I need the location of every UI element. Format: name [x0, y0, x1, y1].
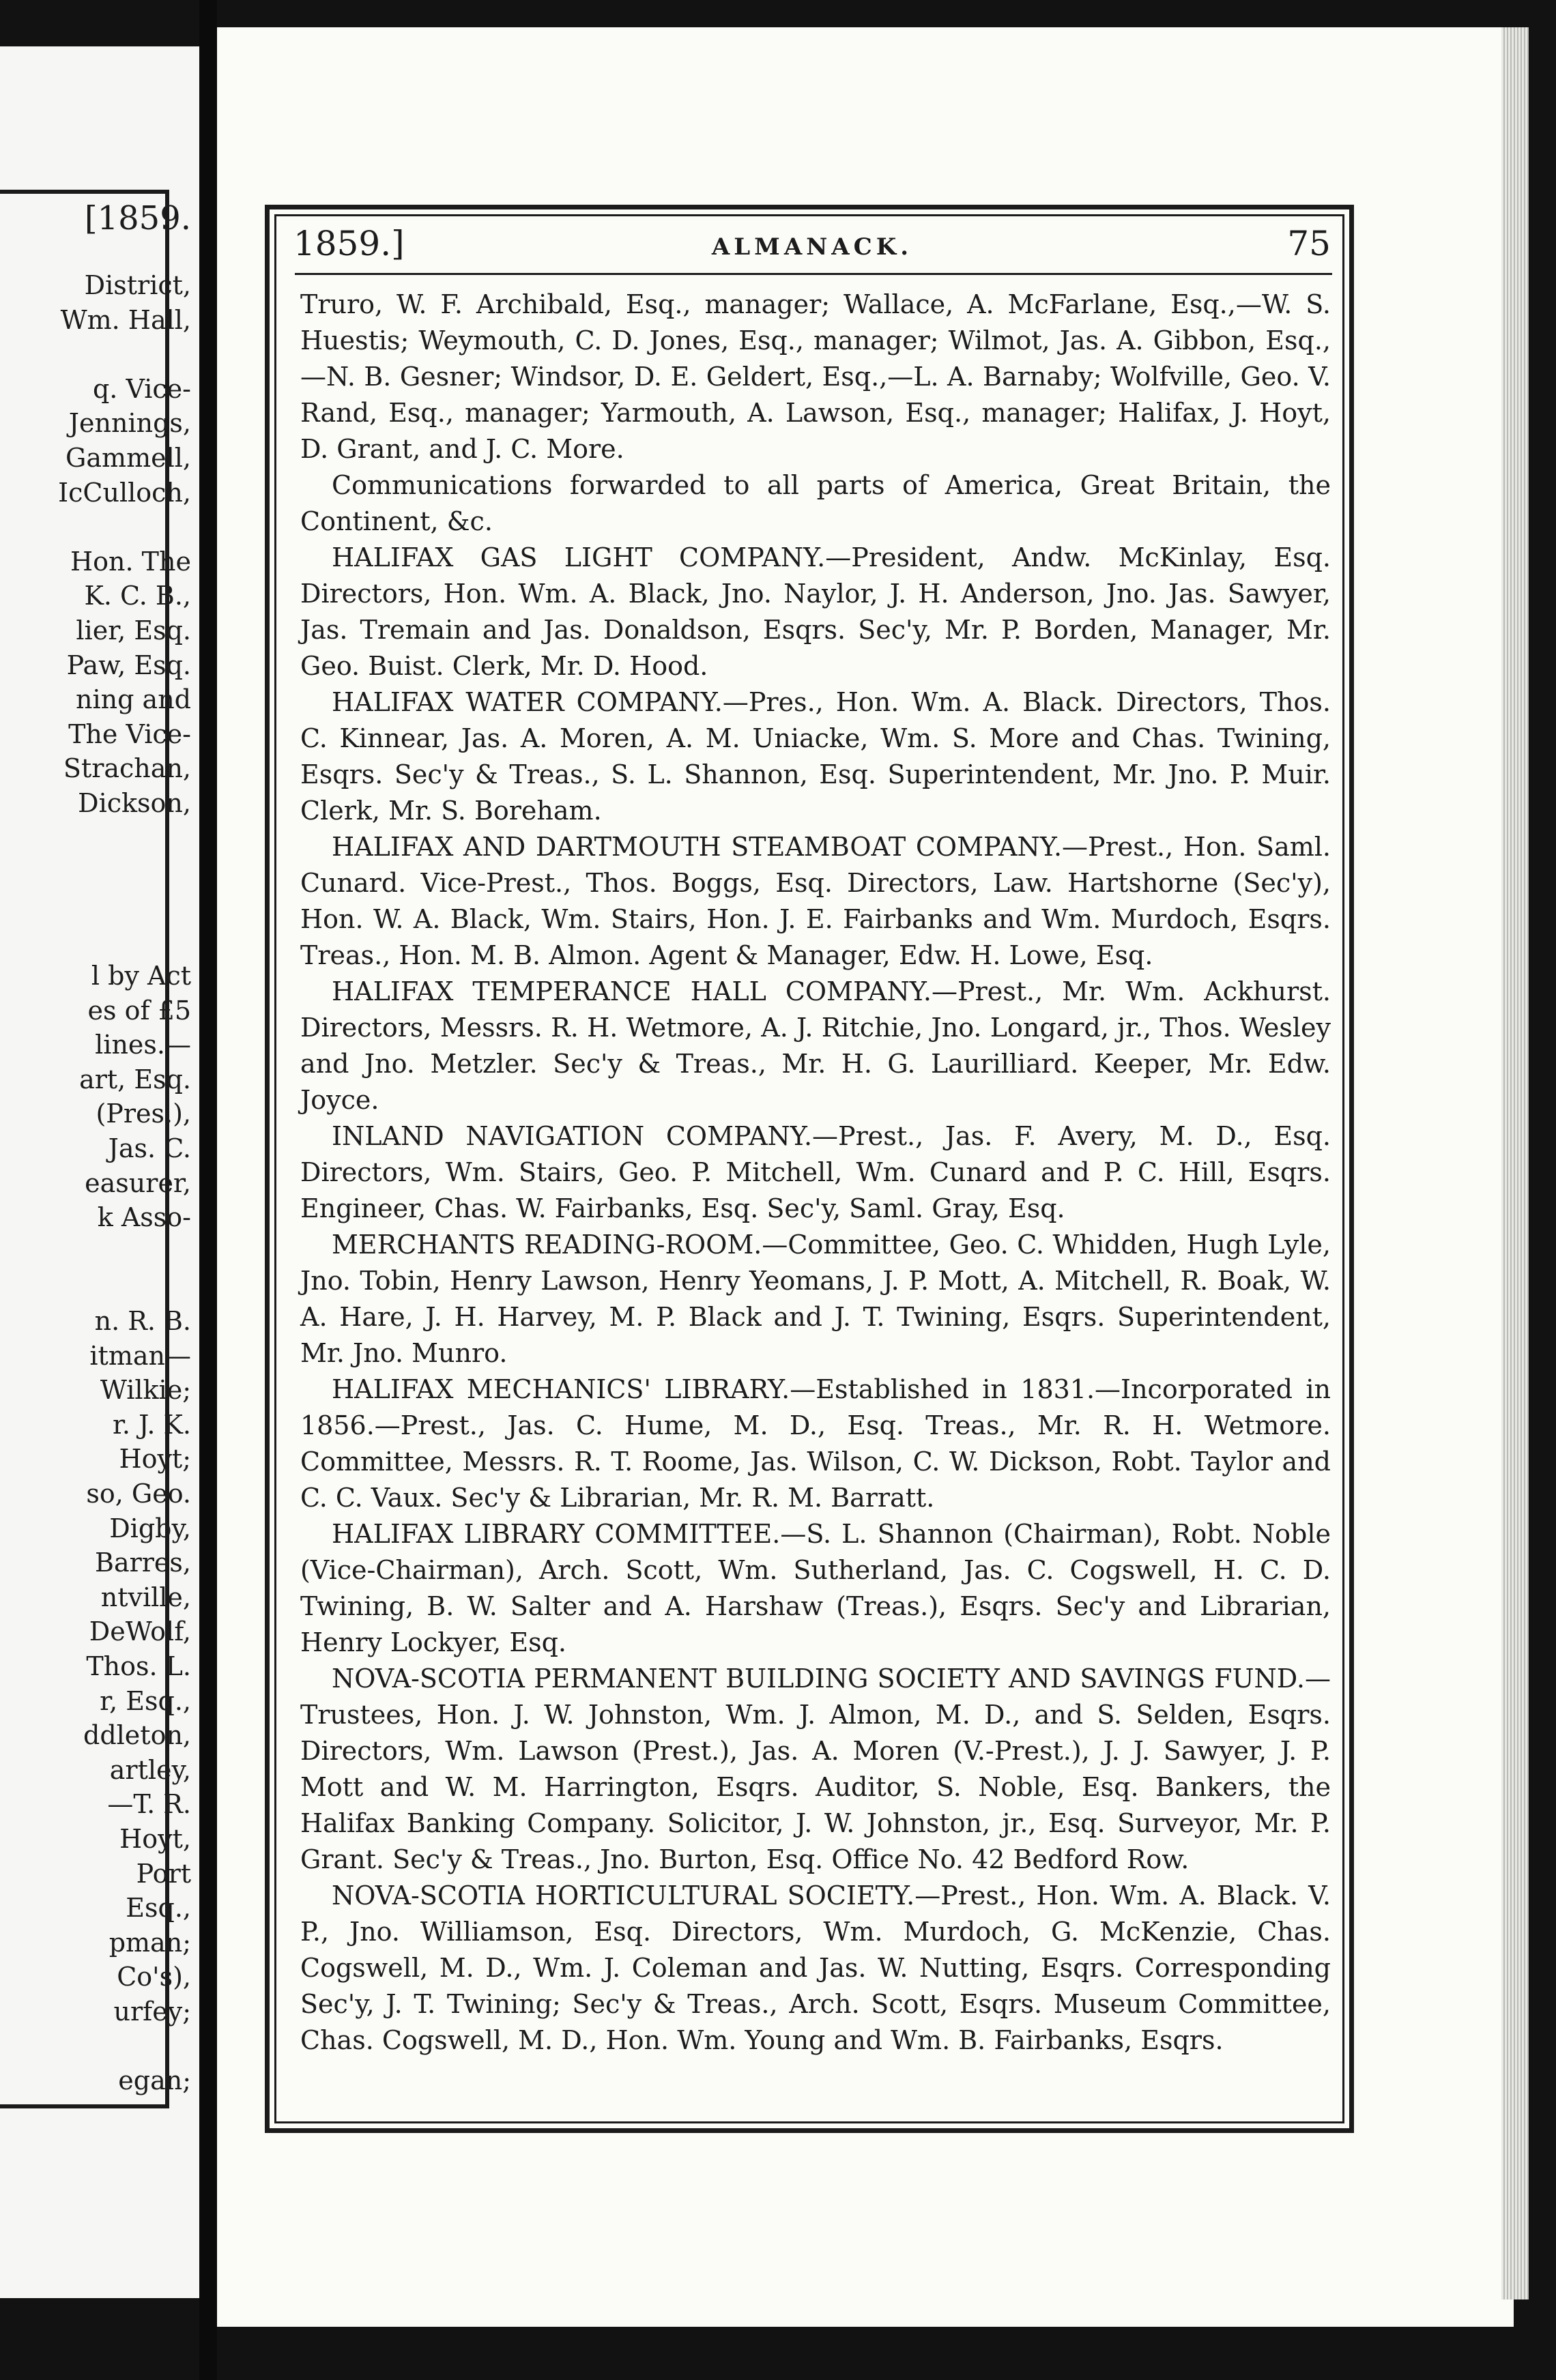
left-page-line: pman;: [109, 1927, 191, 1958]
entry-mechanics-library: HALIFAX MECHANICS' LIBRARY.—Established in 1831.—Incorporated in 1856.—Prest., Jas. C. Hume, M. D., Esq. Treas., Mr. R. H. Wetmore. Committee, Messrs. R. T. Roome, Jas. Wilson, C. W. Dickson, Robt. Taylor and C. C. Vaux. Sec'y & Librarian, Mr. R. M. Barratt.: [300, 1374, 1331, 1513]
entry-halifax-gas-light-company: HALIFAX GAS LIGHT COMPANY.—President, Andw. McKinlay, Esq. Directors, Hon. Wm. A. Black, Jno. Naylor, J. H. Anderson, Jno. Jas. Sawyer, Jas. Tremain and Jas. Donaldson, Esqrs. Sec'y, Mr. P. Borden, Manager, Mr. Geo. Buist. Clerk, Mr. D. Hood.: [300, 542, 1331, 681]
left-page-line: urfey;: [113, 1997, 191, 2027]
left-page-line: [1859.: [84, 199, 191, 237]
left-page-line: District,: [84, 270, 191, 300]
left-page-line: Hoyt;: [119, 1444, 191, 1475]
left-page-line: k Asso-: [97, 1202, 191, 1233]
left-page-line: Co's),: [117, 1962, 191, 1992]
left-page-line: (Pres.),: [96, 1099, 191, 1129]
left-page-line: The Vice-: [68, 719, 191, 749]
left-page-line: lier, Esq.: [76, 615, 191, 645]
entry-halifax-water-company: HALIFAX WATER COMPANY.—Pres., Hon. Wm. A. Black. Directors, Thos. C. Kinnear, Jas. A. Moren, A. M. Uniacke, Wm. S. More and Chas. Twining, Esqrs. Sec'y & Treas., S. L. Shannon, Esq. Superintendent, Mr. Jno. P. Muir. Clerk, Mr. S. Boreham.: [300, 687, 1331, 826]
left-page-line: l by Act: [91, 961, 191, 991]
left-page-line: Gammell,: [66, 443, 191, 473]
left-page-line: Jennings,: [68, 408, 191, 439]
left-page-line: Dickson,: [78, 788, 191, 818]
header-title: ALMANACK.: [711, 233, 913, 261]
left-page-line: es of £5: [87, 995, 191, 1026]
left-page-line: ntville,: [100, 1582, 191, 1612]
left-page-line: q. Vice-: [92, 373, 191, 404]
entry-horticultural-society: NOVA-SCOTIA HORTICULTURAL SOCIETY.—Prest., Hon. Wm. A. Black. V. P., Jno. Williamson, Esq. Directors, Wm. Murdoch, G. McKenzie, Chas. Cogswell, M. D., Wm. J. Coleman and Jas. W. Nutting, Esqrs. Corresponding Sec'y, J. T. Twining; Sec'y & Treas., Arch. Scott, Esqrs. Museum Committee, Chas. Cogswell, M. D., Hon. Wm. Young and Wm. B. Fairbanks, Esqrs.: [300, 1881, 1331, 2055]
entry-inland-navigation: INLAND NAVIGATION COMPANY.—Prest., Jas. F. Avery, M. D., Esq. Directors, Wm. Stairs, Geo. P. Mitchell, Wm. Cunard and P. C. Hill, Esqrs. Engineer, Chas. W. Fairbanks, Esq. Sec'y, Saml. Gray, Esq.: [300, 1121, 1331, 1223]
left-page: [0, 46, 199, 2298]
left-page-line: r, Esq.,: [100, 1685, 191, 1716]
left-page-line: itman—: [89, 1340, 191, 1371]
left-page-line: ning and: [76, 684, 191, 715]
entry-merchants-reading-room: MERCHANTS READING-ROOM.—Committee, Geo. C. Whidden, Hugh Lyle, Jno. Tobin, Henry Lawson, Henry Yeomans, J. P. Mott, A. Mitchell, R. Boak, W. A. Hare, J. H. Harvey, M. P. Black and J. T. Twining, Esqrs. Superintendent, Mr. Jno. Munro.: [300, 1230, 1331, 1368]
page-edge: [1501, 27, 1529, 2299]
left-page-line: Wilkie;: [100, 1375, 191, 1406]
left-page-line: Port: [136, 1858, 191, 1889]
left-page-line: Thos. L.: [86, 1651, 191, 1681]
left-page-line: Barres,: [95, 1548, 191, 1578]
left-page-line: Digby,: [109, 1513, 191, 1543]
left-page-line: art, Esq.: [79, 1064, 191, 1094]
left-page-line: r. J. K.: [112, 1409, 191, 1440]
left-page-line: artley,: [109, 1754, 191, 1785]
page-number: 75: [1287, 224, 1331, 263]
left-page-line: K. C. B.,: [84, 581, 191, 611]
left-page-line: DeWolf,: [89, 1616, 191, 1647]
entry-library-committee: HALIFAX LIBRARY COMMITTEE.—S. L. Shannon (Chairman), Robt. Noble (Vice-Chairman), Arch. Scott, Wm. Sutherland, Jas. C. Cogswell, H. C. D. Twining, B. W. Salter and A. Harshaw (Treas.), Esqrs. Sec'y and Librarian, Henry Lockyer, Esq.: [300, 1519, 1331, 1657]
left-page-line: Hon. The: [70, 546, 191, 577]
book-gutter: [199, 0, 217, 2380]
header-year: 1859.]: [293, 224, 405, 263]
left-page-line: Jas. C.: [108, 1133, 191, 1163]
left-page-line: Paw, Esq.: [66, 650, 191, 680]
left-page-line: Wm. Hall,: [60, 304, 191, 335]
entry-communications: Communications forwarded to all parts of America, Great Britain, the Continent, &c.: [300, 470, 1331, 536]
almanack-body: [300, 287, 1331, 2059]
left-page-line: Strachan,: [63, 753, 191, 784]
left-page-line: Hoyt,: [119, 1824, 191, 1854]
left-page-line: —T. R.: [107, 1789, 191, 1820]
left-page-line: IcCulloch,: [58, 477, 191, 508]
left-page-line: so, Geo.: [86, 1479, 191, 1509]
entry-agents: Truro, W. F. Archibald, Esq., manager; Wallace, A. McFarlane, Esq.,—W. S. Huestis; Weymouth, C. D. Jones, Esq., manager; Wilmot, Jas. A. Gibbon, Esq.,—N. B. Gesner; Windsor, D. E. Geldert, Esq.,—L. A. Barnaby; Wolfville, Geo. V. Rand, Esq., manager; Yarmouth, A. Lawson, Esq., manager; Halifax, J. Hoyt, D. Grant, and J. C. More.: [300, 289, 1331, 464]
header-rule: [295, 273, 1332, 275]
left-page-line: easurer,: [85, 1167, 191, 1198]
page-header: [293, 218, 1331, 273]
entry-building-society: NOVA-SCOTIA PERMANENT BUILDING SOCIETY AND SAVINGS FUND.—Trustees, Hon. J. W. Johnston, Wm. J. Almon, M. D., and S. Selden, Esqrs. Directors, Wm. Lawson (Prest.), Jas. A. Moren (V.-Prest.), J. J. Sawyer, J. P. Mott and W. M. Harrington, Esqrs. Auditor, S. Noble, Esq. Bankers, the Halifax Banking Company. Solicitor, J. W. Johnston, jr., Esq. Surveyor, Mr. P. Grant. Sec'y & Treas., Jno. Burton, Esq. Office No. 42 Bedford Row.: [300, 1664, 1331, 1874]
entry-halifax-dartmouth-steamboat: HALIFAX AND DARTMOUTH STEAMBOAT COMPANY.—Prest., Hon. Saml. Cunard. Vice-Prest., Thos. Boggs, Esq. Directors, Law. Hartshorne (Sec'y), Hon. W. A. Black, Wm. Stairs, Hon. J. E. Fairbanks and Wm. Murdoch, Esqrs. Treas., Hon. M. B. Almon. Agent & Manager, Edw. H. Lowe, Esq.: [300, 832, 1331, 970]
left-page-line: ddleton,: [83, 1720, 191, 1751]
left-page-line: n. R. B.: [94, 1306, 191, 1336]
entry-halifax-temperance-hall: HALIFAX TEMPERANCE HALL COMPANY.—Prest., Mr. Wm. Ackhurst. Directors, Messrs. R. H. Wetmore, A. J. Ritchie, Jno. Longard, jr., Thos. Wesley and Jno. Metzler. Sec'y & Treas., Mr. H. G. Laurilliard. Keeper, Mr. Edw. Joyce.: [300, 976, 1331, 1115]
left-page-line: Esq.,: [126, 1893, 191, 1924]
left-page-line: lines.—: [95, 1030, 191, 1060]
left-page-line: egan;: [118, 2065, 191, 2096]
